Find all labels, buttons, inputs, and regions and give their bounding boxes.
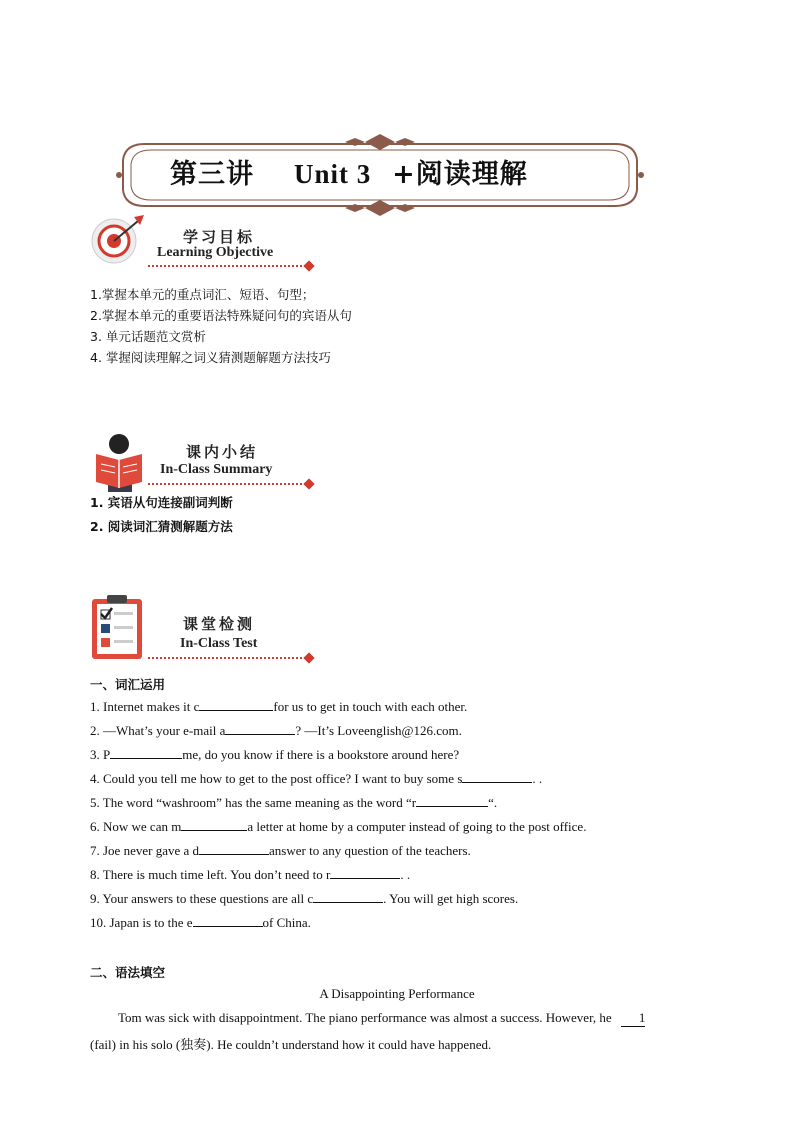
answer-blank [462,770,532,783]
section1-heading: 一、词汇运用 [90,677,166,692]
test-title-cn: 课堂检测 [183,615,256,633]
question-4: 4. Could you tell me how to get to the post office? I want to buy some s . . [90,771,543,786]
reading-student-icon [90,430,148,496]
objective-item: 1.掌握本单元的重点词汇、短语、句型； [90,287,315,302]
test-title-en: In-Class Test [180,636,258,651]
question-2: 2. —What’s your e-mail a ? —It’s Loveenglish@126.com. [90,723,462,738]
passage-title: A Disappointing Performance [319,986,475,1001]
answer-blank [225,722,295,735]
objective-list [90,284,352,368]
objective-title-cn: 学习目标 [183,228,256,246]
target-icon [90,207,148,273]
question-10: 10. Japan is to the e of China. [90,915,311,930]
objective-divider [148,265,306,269]
passage-line: (fail) in his solo (独奏). He couldn’t understand how it could have happened. [90,1037,492,1052]
diamond-icon [303,478,314,489]
question-8: 8. There is much time left. You don’t need to r . . [90,867,411,882]
question-5: 5. The word “washroom” has the same meaning as the word “r “. [90,795,498,810]
section2-heading: 二、语法填空 [90,965,166,980]
answer-blank [313,890,383,903]
objective-item: 3. 单元话题范文赏析 [90,329,206,344]
answer-blank [199,842,269,855]
title-suffix: +阅读理解 [392,159,528,190]
summary-item: 2. 阅读词汇猜测解题方法 [90,519,233,534]
answer-blank [416,794,488,807]
checklist-icon [90,593,144,661]
passage-line: Tom was sick with disappointment. The piano performance was almost a success. However, he 1 [118,1010,646,1025]
diamond-icon [303,652,314,663]
summary-title-cn: 课内小结 [186,443,259,461]
answer-blank [330,866,400,879]
page-title [170,152,528,191]
title-lesson: 第三讲 [170,159,254,190]
question-7: 7. Joe never gave a d answer to any question of the teachers. [90,843,471,858]
test-divider [148,657,306,661]
answer-blank [193,914,263,927]
summary-divider [148,483,306,487]
title-unit: Unit 3 [294,159,372,189]
blank-1: 1 [621,1010,645,1027]
objective-title-en: Learning Objective [157,245,274,260]
diamond-icon [303,260,314,271]
question-6: 6. Now we can m a letter at home by a computer instead of going to the post office. [90,819,587,834]
question-1: 1. Internet makes it c for us to get in touch with each other. [90,699,468,714]
summary-item: 1. 宾语从句连接副词判断 [90,495,233,510]
question-3: 3. P me, do you know if there is a bookstore around here? [90,747,460,762]
objective-item: 4. 掌握阅读理解之词义猜测题解题方法技巧 [90,350,331,365]
summary-title-en: In-Class Summary [160,462,273,477]
objective-item: 2.掌握本单元的重要语法特殊疑问句的宾语从句 [90,308,352,323]
answer-blank [181,818,247,831]
summary-list [90,491,233,539]
question-9: 9. Your answers to these questions are all c . You will get high scores. [90,891,519,906]
answer-blank [199,698,273,711]
answer-blank [110,746,182,759]
